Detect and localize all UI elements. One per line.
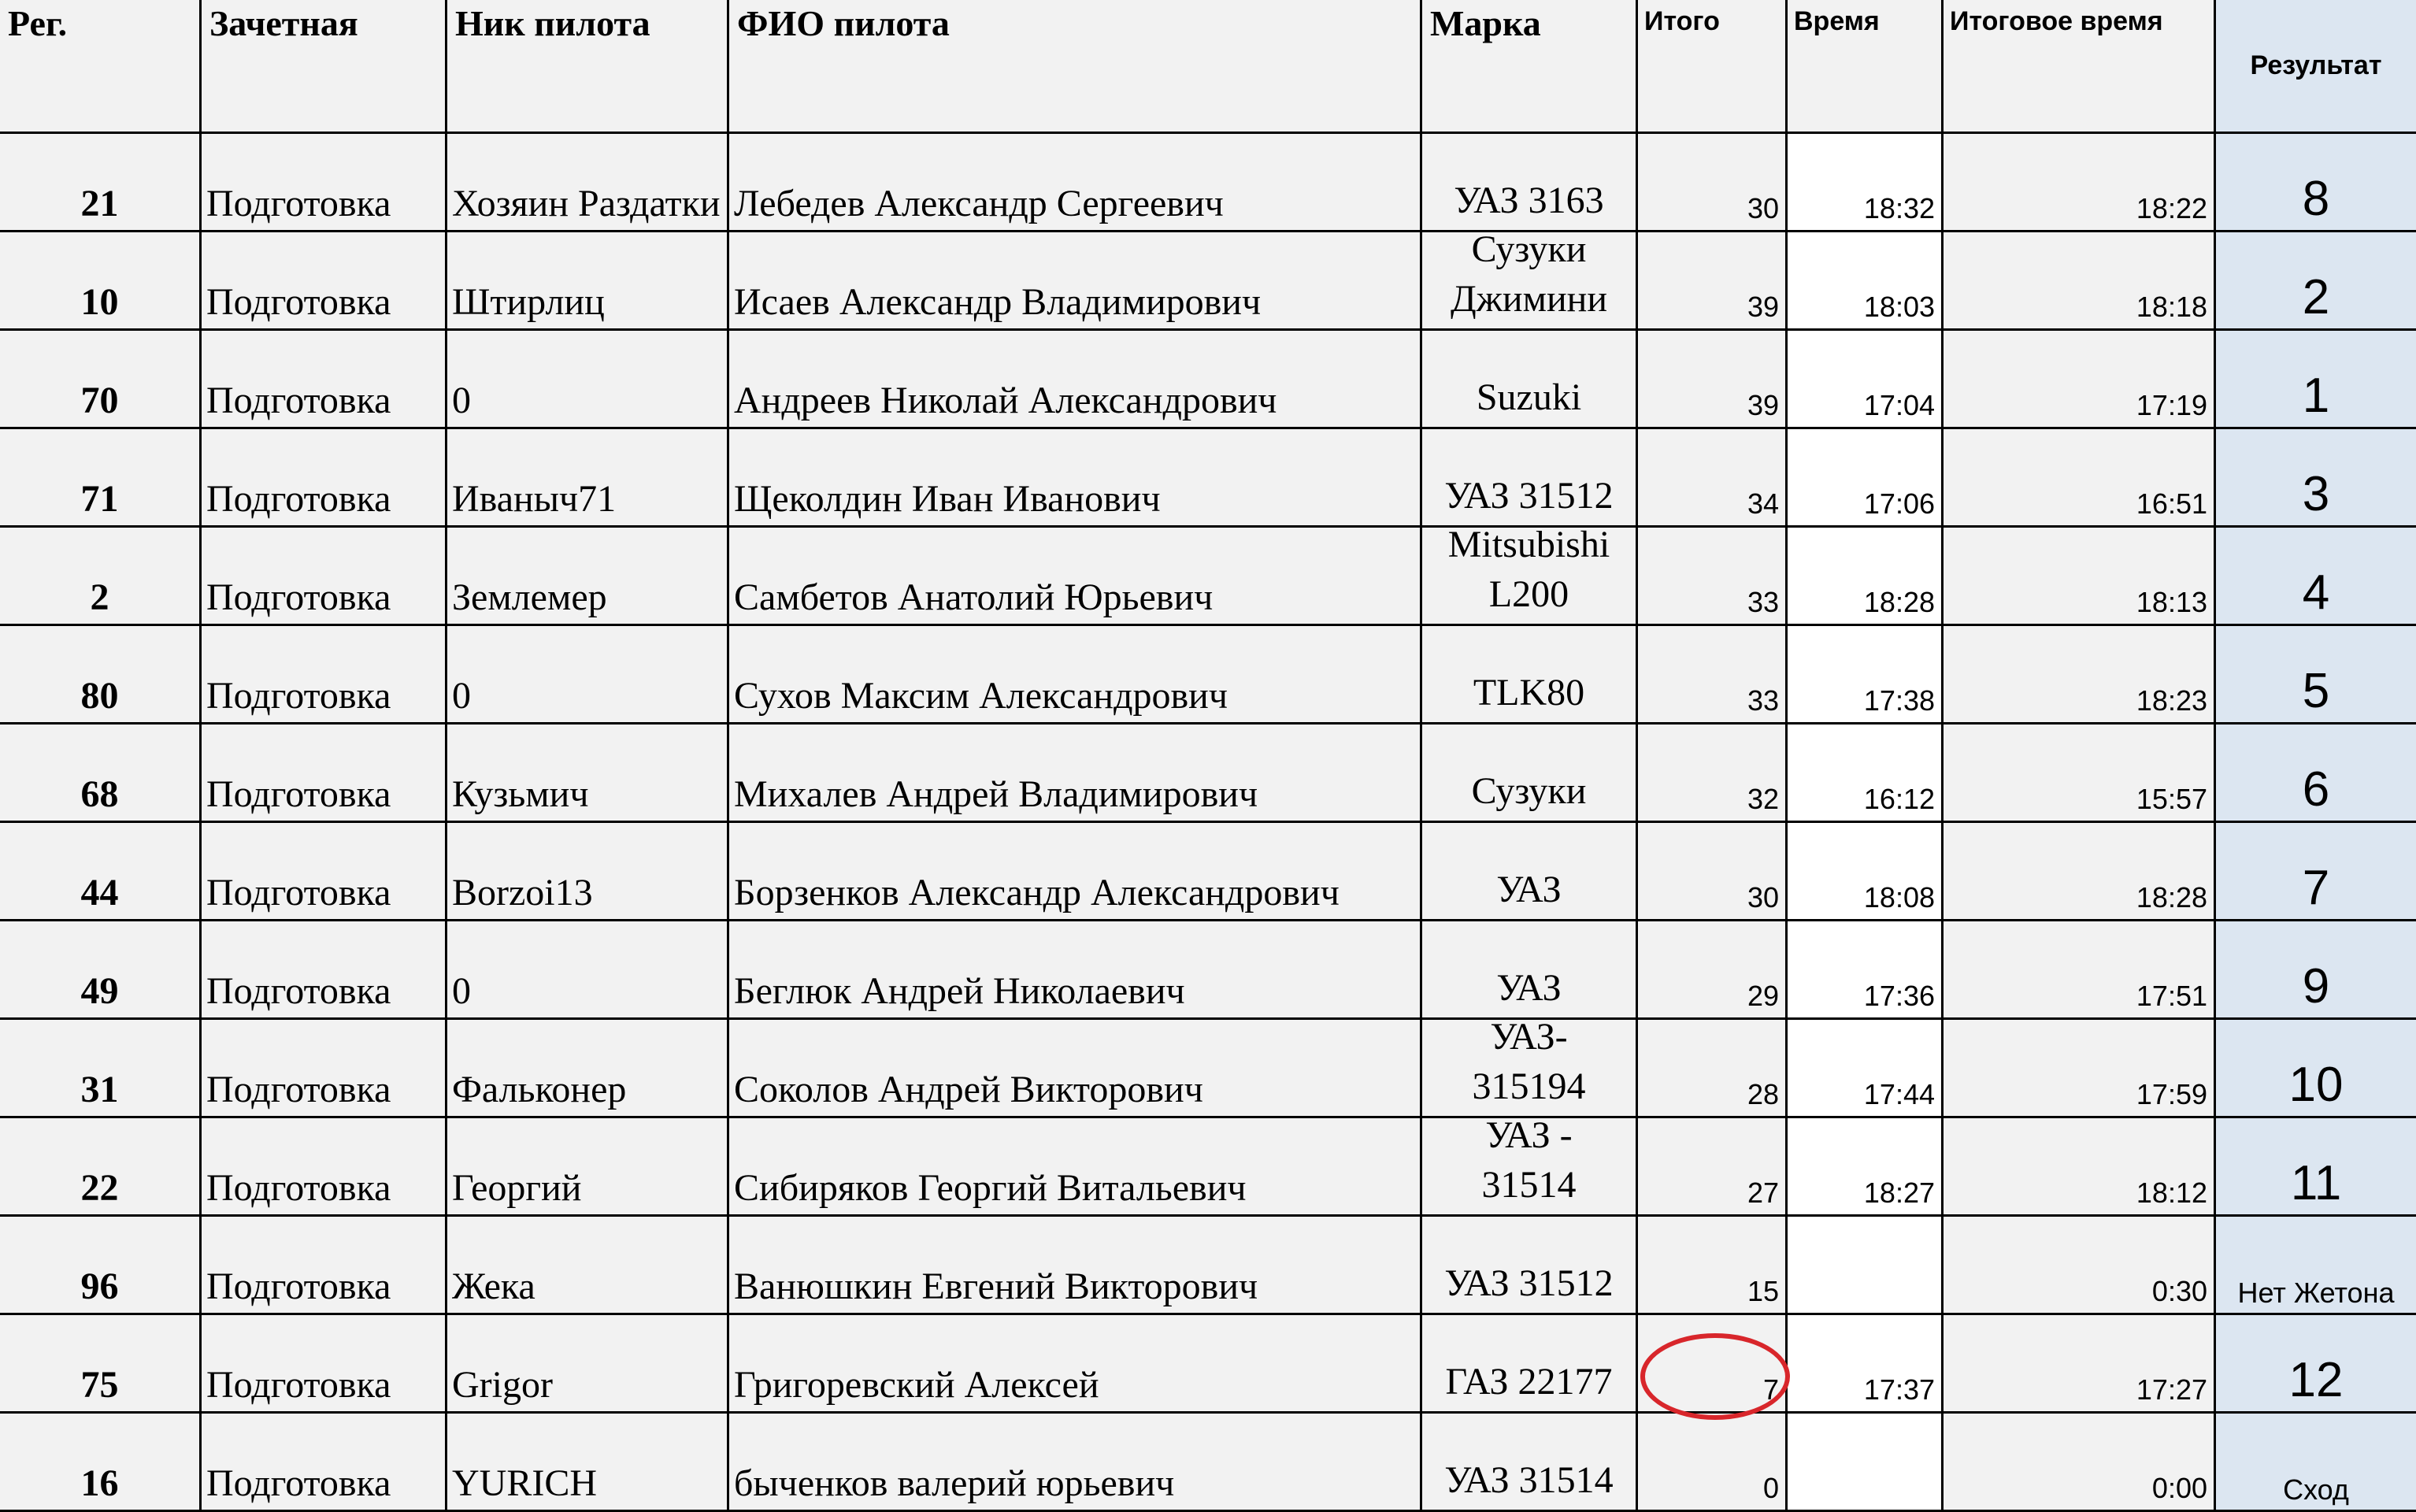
- cell-nick[interactable]: Жека: [447, 1217, 729, 1315]
- cell-time[interactable]: 17:37: [1788, 1315, 1944, 1414]
- cell-name[interactable]: Михалев Андрей Владимирович: [729, 724, 1422, 823]
- cell-final-time[interactable]: 17:27: [1944, 1315, 2216, 1414]
- cell-reg[interactable]: 16: [0, 1414, 202, 1512]
- cell-reg[interactable]: 21: [0, 134, 202, 232]
- brand-line: Mitsubishi: [1447, 528, 1610, 566]
- cell-final-time[interactable]: 18:22: [1944, 134, 2216, 232]
- cell-class[interactable]: Подготовка: [202, 823, 447, 921]
- cell-total[interactable]: 30: [1638, 134, 1788, 232]
- cell-brand[interactable]: [1422, 1217, 1638, 1315]
- cell-time[interactable]: 17:06: [1788, 429, 1944, 528]
- brand-line: Джимини: [1450, 277, 1608, 320]
- cell-reg[interactable]: 96: [0, 1217, 202, 1315]
- brand-line: УАЗ 31512: [1444, 474, 1614, 517]
- cell-brand[interactable]: [1422, 921, 1638, 1020]
- cell-result[interactable]: 3: [2216, 429, 2416, 528]
- cell-class[interactable]: Подготовка: [202, 1414, 447, 1512]
- brand-line: ГАЗ 22177: [1445, 1360, 1613, 1403]
- cell-nick[interactable]: Фальконер: [447, 1020, 729, 1118]
- cell-class[interactable]: Подготовка: [202, 1315, 447, 1414]
- cell-time[interactable]: 18:32: [1788, 134, 1944, 232]
- cell-nick[interactable]: 0: [447, 331, 729, 429]
- cell-class[interactable]: Подготовка: [202, 429, 447, 528]
- header-class[interactable]: Зачетная: [202, 0, 447, 134]
- cell-reg[interactable]: 2: [0, 528, 202, 626]
- cell-nick[interactable]: Кузьмич: [447, 724, 729, 823]
- cell-final-time[interactable]: 0:00: [1944, 1414, 2216, 1512]
- cell-nick[interactable]: Borzoi13: [447, 823, 729, 921]
- cell-brand[interactable]: [1422, 232, 1638, 331]
- cell-final-time[interactable]: 18:23: [1944, 626, 2216, 724]
- cell-total[interactable]: 39: [1638, 232, 1788, 331]
- cell-nick[interactable]: 0: [447, 921, 729, 1020]
- cell-reg[interactable]: 80: [0, 626, 202, 724]
- cell-result[interactable]: 4: [2216, 528, 2416, 626]
- cell-name[interactable]: Андреев Николай Александрович: [729, 331, 1422, 429]
- header-brand[interactable]: Марка: [1422, 0, 1638, 134]
- cell-final-time[interactable]: 17:59: [1944, 1020, 2216, 1118]
- brand-line: 31514: [1481, 1163, 1577, 1206]
- cell-name[interactable]: Самбетов Анатолий Юрьевич: [729, 528, 1422, 626]
- cell-nick[interactable]: Хозяин Раздатки: [447, 134, 729, 232]
- cell-final-time[interactable]: 18:12: [1944, 1118, 2216, 1217]
- cell-total[interactable]: 0: [1638, 1414, 1788, 1512]
- header-final-time[interactable]: Итоговое время: [1944, 0, 2216, 134]
- cell-name[interactable]: Ванюшкин Евгений Викторович: [729, 1217, 1422, 1315]
- cell-total[interactable]: 33: [1638, 528, 1788, 626]
- cell-brand[interactable]: [1422, 134, 1638, 232]
- cell-final-time[interactable]: 17:51: [1944, 921, 2216, 1020]
- cell-name[interactable]: Сибиряков Георгий Витальевич: [729, 1118, 1422, 1217]
- cell-total[interactable]: 39: [1638, 331, 1788, 429]
- cell-total[interactable]: 32: [1638, 724, 1788, 823]
- cell-class[interactable]: Подготовка: [202, 921, 447, 1020]
- cell-final-time[interactable]: 17:19: [1944, 331, 2216, 429]
- brand-line: УАЗ 3163: [1454, 179, 1604, 221]
- cell-brand[interactable]: [1422, 823, 1638, 921]
- cell-class[interactable]: Подготовка: [202, 232, 447, 331]
- header-total[interactable]: Итого: [1638, 0, 1788, 134]
- cell-final-time[interactable]: 18:18: [1944, 232, 2216, 331]
- cell-total[interactable]: 28: [1638, 1020, 1788, 1118]
- cell-final-time[interactable]: 0:30: [1944, 1217, 2216, 1315]
- cell-nick[interactable]: YURICH: [447, 1414, 729, 1512]
- cell-final-time[interactable]: 16:51: [1944, 429, 2216, 528]
- cell-brand[interactable]: [1422, 1315, 1638, 1414]
- cell-class[interactable]: Подготовка: [202, 1118, 447, 1217]
- cell-result[interactable]: 12: [2216, 1315, 2416, 1414]
- cell-time[interactable]: 18:03: [1788, 232, 1944, 331]
- cell-name[interactable]: Беглюк Андрей Николаевич: [729, 921, 1422, 1020]
- cell-time[interactable]: 17:38: [1788, 626, 1944, 724]
- cell-class[interactable]: Подготовка: [202, 528, 447, 626]
- cell-name[interactable]: Григоревский Алексей: [729, 1315, 1422, 1414]
- cell-reg[interactable]: 71: [0, 429, 202, 528]
- cell-class[interactable]: Подготовка: [202, 1020, 447, 1118]
- cell-time[interactable]: 17:36: [1788, 921, 1944, 1020]
- cell-reg[interactable]: 70: [0, 331, 202, 429]
- cell-result[interactable]: Нет Жетона: [2216, 1217, 2416, 1315]
- cell-nick[interactable]: Иваныч71: [447, 429, 729, 528]
- header-time[interactable]: Время: [1788, 0, 1944, 134]
- cell-time[interactable]: [1788, 1217, 1944, 1315]
- cell-class[interactable]: Подготовка: [202, 626, 447, 724]
- cell-reg[interactable]: 68: [0, 724, 202, 823]
- cell-reg[interactable]: 22: [0, 1118, 202, 1217]
- cell-total[interactable]: 7: [1638, 1315, 1788, 1414]
- cell-final-time[interactable]: 15:57: [1944, 724, 2216, 823]
- cell-total[interactable]: 30: [1638, 823, 1788, 921]
- cell-result[interactable]: 5: [2216, 626, 2416, 724]
- cell-name[interactable]: Борзенков Александр Александрович: [729, 823, 1422, 921]
- header-nick[interactable]: Ник пилота: [447, 0, 729, 134]
- header-result[interactable]: Результат: [2216, 0, 2416, 134]
- cell-result[interactable]: Сход: [2216, 1414, 2416, 1512]
- cell-nick[interactable]: 0: [447, 626, 729, 724]
- cell-name[interactable]: Исаев Александр Владимирович: [729, 232, 1422, 331]
- cell-nick[interactable]: Штирлиц: [447, 232, 729, 331]
- cell-class[interactable]: Подготовка: [202, 134, 447, 232]
- cell-total[interactable]: 33: [1638, 626, 1788, 724]
- cell-reg[interactable]: 44: [0, 823, 202, 921]
- cell-time[interactable]: 18:27: [1788, 1118, 1944, 1217]
- cell-reg[interactable]: 49: [0, 921, 202, 1020]
- brand-line: УАЗ: [1496, 966, 1562, 1009]
- cell-reg[interactable]: 75: [0, 1315, 202, 1414]
- cell-time[interactable]: 18:08: [1788, 823, 1944, 921]
- cell-reg[interactable]: 10: [0, 232, 202, 331]
- brand-line: УАЗ-: [1490, 1020, 1568, 1058]
- brand-line: Сузуки: [1471, 232, 1587, 271]
- cell-time[interactable]: 18:28: [1788, 528, 1944, 626]
- cell-class[interactable]: Подготовка: [202, 331, 447, 429]
- brand-line: Сузуки: [1471, 769, 1587, 812]
- cell-brand[interactable]: [1422, 528, 1638, 626]
- cell-name[interactable]: Лебедев Александр Сергеевич: [729, 134, 1422, 232]
- cell-result[interactable]: 11: [2216, 1118, 2416, 1217]
- cell-name[interactable]: Щеколдин Иван Иванович: [729, 429, 1422, 528]
- brand-line: УАЗ -: [1485, 1118, 1573, 1157]
- cell-reg[interactable]: 31: [0, 1020, 202, 1118]
- cell-result[interactable]: 9: [2216, 921, 2416, 1020]
- cell-final-time[interactable]: 18:13: [1944, 528, 2216, 626]
- cell-result[interactable]: 6: [2216, 724, 2416, 823]
- cell-class[interactable]: Подготовка: [202, 1217, 447, 1315]
- cell-total[interactable]: 29: [1638, 921, 1788, 1020]
- cell-name[interactable]: Соколов Андрей Викторович: [729, 1020, 1422, 1118]
- cell-name[interactable]: Сухов Максим Александрович: [729, 626, 1422, 724]
- cell-result[interactable]: 8: [2216, 134, 2416, 232]
- cell-brand[interactable]: [1422, 626, 1638, 724]
- brand-line: TLK80: [1473, 671, 1585, 713]
- cell-time[interactable]: [1788, 1414, 1944, 1512]
- cell-brand[interactable]: [1422, 1414, 1638, 1512]
- cell-time[interactable]: 16:12: [1788, 724, 1944, 823]
- brand-line: УАЗ 31512: [1444, 1262, 1614, 1304]
- cell-result[interactable]: 2: [2216, 232, 2416, 331]
- brand-line: L200: [1488, 573, 1569, 615]
- cell-brand[interactable]: [1422, 429, 1638, 528]
- cell-brand[interactable]: [1422, 331, 1638, 429]
- header-name[interactable]: ФИО пилота: [729, 0, 1422, 134]
- cell-result[interactable]: 10: [2216, 1020, 2416, 1118]
- brand-line: Suzuki: [1476, 376, 1582, 418]
- cell-final-time[interactable]: 18:28: [1944, 823, 2216, 921]
- cell-time[interactable]: 17:44: [1788, 1020, 1944, 1118]
- cell-class[interactable]: Подготовка: [202, 724, 447, 823]
- cell-total[interactable]: 27: [1638, 1118, 1788, 1217]
- cell-brand[interactable]: [1422, 724, 1638, 823]
- cell-time[interactable]: 17:04: [1788, 331, 1944, 429]
- cell-total[interactable]: 15: [1638, 1217, 1788, 1315]
- cell-brand[interactable]: [1422, 1118, 1638, 1217]
- cell-nick[interactable]: Grigor: [447, 1315, 729, 1414]
- cell-nick[interactable]: Землемер: [447, 528, 729, 626]
- cell-brand[interactable]: [1422, 1020, 1638, 1118]
- brand-line: УАЗ: [1496, 868, 1562, 910]
- header-reg[interactable]: Рег.: [0, 0, 202, 134]
- cell-name[interactable]: быченков валерий юрьевич: [729, 1414, 1422, 1512]
- brand-line: 315194: [1472, 1065, 1586, 1107]
- cell-result[interactable]: 7: [2216, 823, 2416, 921]
- cell-total[interactable]: 34: [1638, 429, 1788, 528]
- brand-line: УАЗ 31514: [1444, 1458, 1614, 1501]
- cell-nick[interactable]: Георгий: [447, 1118, 729, 1217]
- cell-result[interactable]: 1: [2216, 331, 2416, 429]
